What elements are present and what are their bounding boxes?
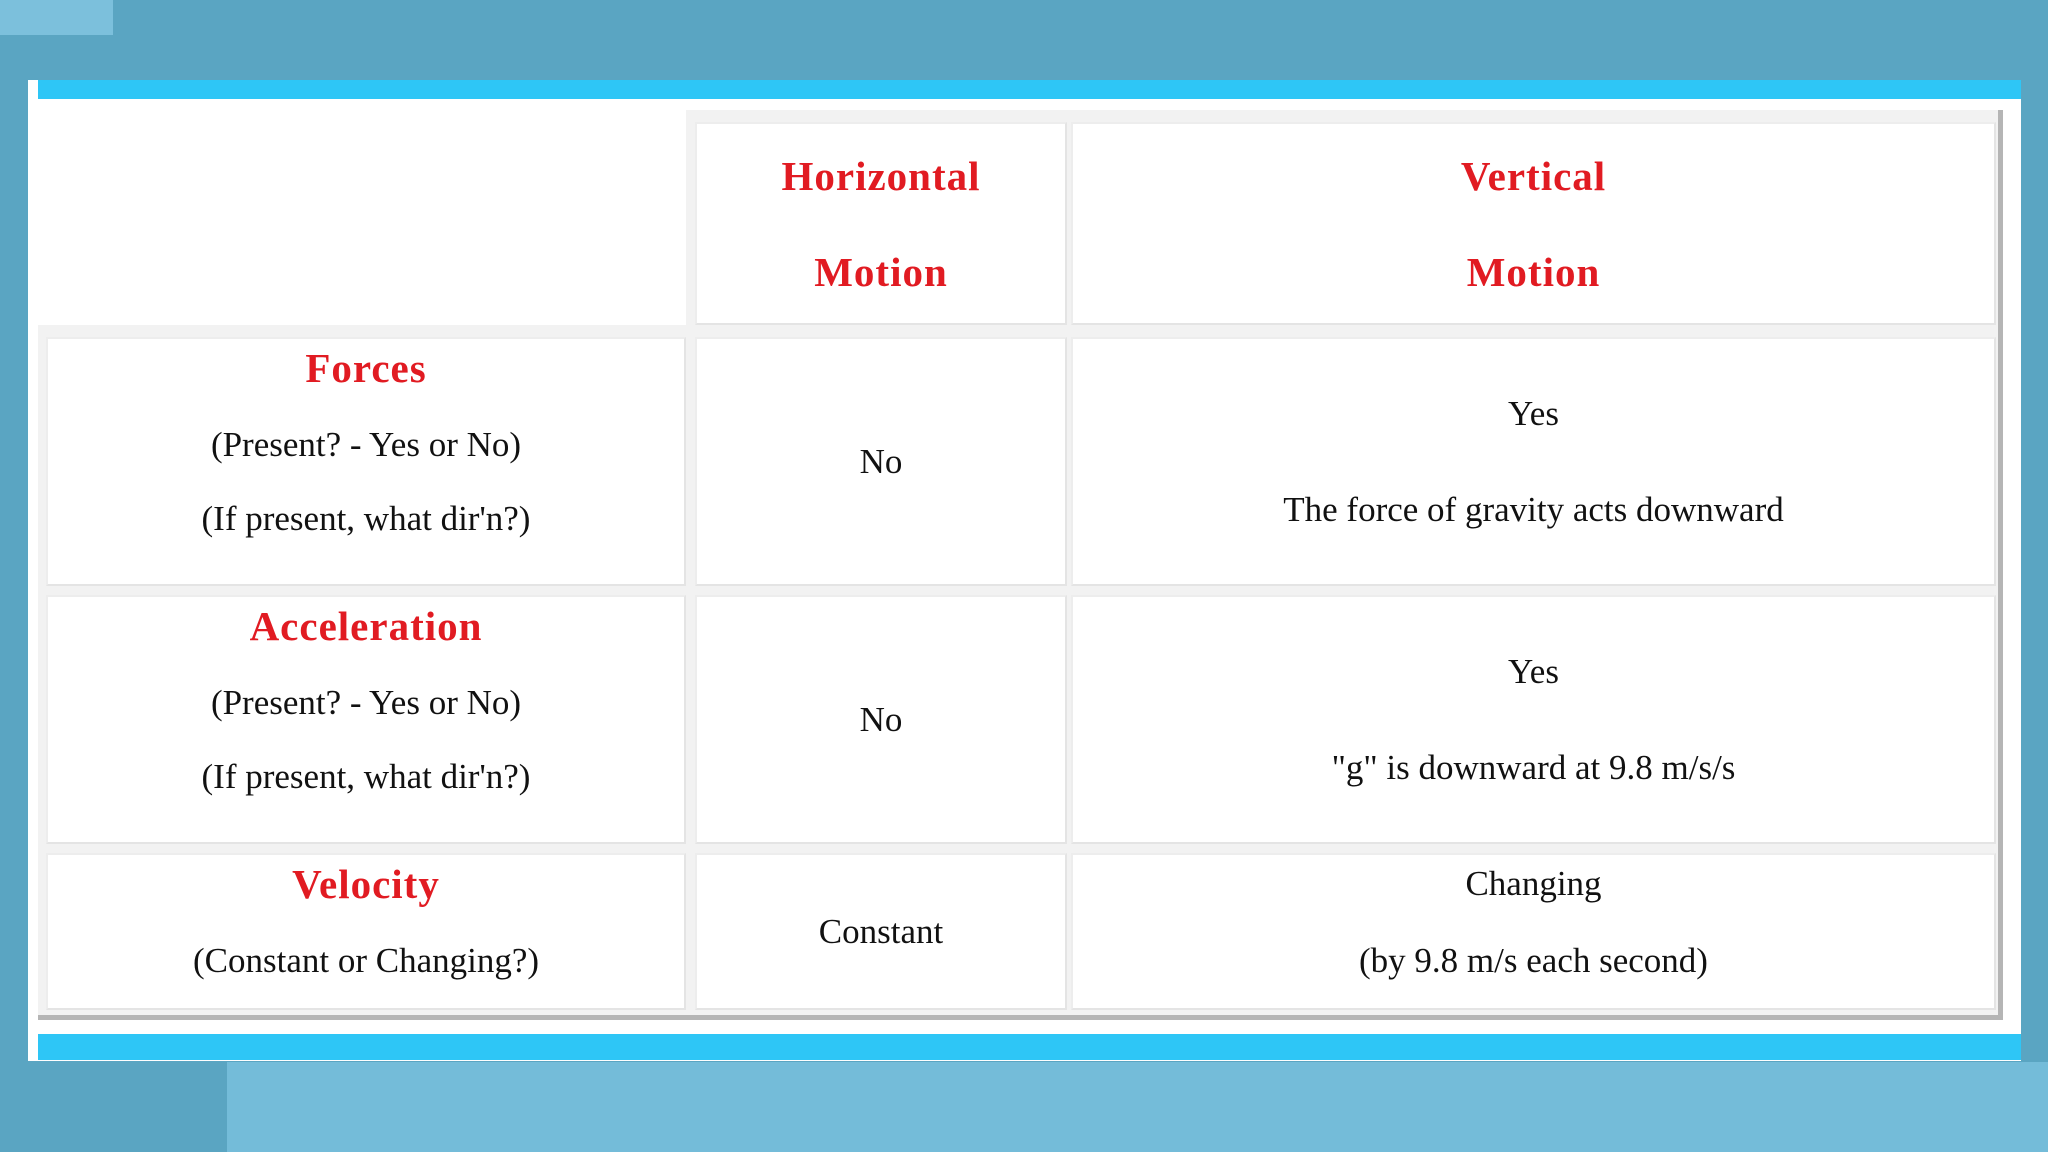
row-forces-label: Forces	[305, 345, 427, 391]
row-acceleration-label-cell	[46, 595, 686, 844]
row-velocity-label-cell	[46, 853, 686, 1010]
row-acceleration-horizontal-cell	[695, 595, 1067, 844]
row-forces-sub2: (If present, what dir'n?)	[201, 499, 531, 538]
accent-bar-bottom	[38, 1034, 2021, 1060]
row-acceleration-vertical-note: "g" is downward at 9.8 m/s/s	[1331, 747, 1736, 787]
header-vertical-motion	[1071, 122, 1996, 325]
header-horizontal-line1: Horizontal	[781, 152, 981, 199]
background-corner	[0, 0, 113, 35]
row-forces-horizontal-value: No	[859, 441, 903, 481]
row-velocity-vertical-note: (by 9.8 m/s each second)	[1359, 940, 1708, 980]
row-forces-sub1: (Present? - Yes or No)	[210, 425, 522, 464]
header-vertical-line2: Motion	[1466, 248, 1601, 295]
row-forces-vertical-cell	[1071, 337, 1996, 586]
motion-table	[38, 110, 2003, 1020]
table-corner-cell	[38, 110, 686, 325]
row-acceleration-label: Acceleration	[249, 603, 483, 649]
row-velocity-vertical-value: Changing	[1465, 863, 1602, 903]
row-acceleration-sub1: (Present? - Yes or No)	[210, 683, 522, 722]
header-horizontal-motion	[695, 122, 1067, 325]
background-band	[227, 1062, 2048, 1152]
row-velocity-label: Velocity	[292, 861, 440, 907]
row-forces-vertical-note: The force of gravity acts downward	[1283, 489, 1784, 529]
header-horizontal-line2: Motion	[814, 248, 948, 295]
row-velocity-sub1: (Constant or Changing?)	[192, 941, 540, 980]
row-acceleration-horizontal-value: No	[859, 699, 903, 739]
row-forces-vertical-value: Yes	[1508, 393, 1559, 433]
row-acceleration-vertical-cell	[1071, 595, 1996, 844]
row-velocity-horizontal-value: Constant	[818, 911, 944, 951]
row-acceleration-vertical-value: Yes	[1508, 651, 1559, 691]
row-forces-horizontal-cell	[695, 337, 1067, 586]
row-forces-label-cell	[46, 337, 686, 586]
row-acceleration-sub2: (If present, what dir'n?)	[201, 757, 531, 796]
row-velocity-vertical-cell	[1071, 853, 1996, 1010]
accent-bar-top	[38, 80, 2021, 99]
row-velocity-horizontal-cell	[695, 853, 1067, 1010]
header-vertical-line1: Vertical	[1460, 152, 1607, 199]
